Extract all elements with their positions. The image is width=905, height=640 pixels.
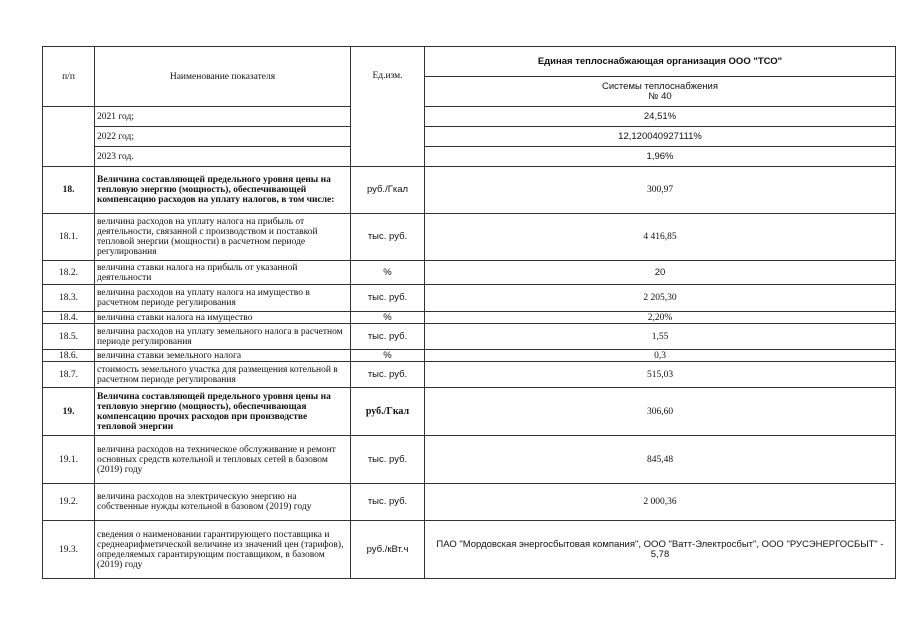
row-value: ПАО "Мордовская энергосбытовая компания", ООО "Ватт-Электросбыт", ООО "РУСЭНЕРГОСБЫТ" - 5,78 (425, 521, 896, 579)
row-value: 1,55 (425, 324, 896, 350)
row-num: 18. (43, 167, 95, 214)
row-unit: руб./Гкал (351, 388, 425, 436)
table-row (43, 484, 896, 521)
row-unit: тыс. руб. (351, 362, 425, 388)
row-unit: тыс. руб. (351, 484, 425, 521)
row-unit: тыс. руб. (351, 285, 425, 312)
system-number: № 40 (648, 90, 672, 102)
table-row (43, 312, 896, 324)
row-num-empty (43, 107, 95, 167)
col-num-header: п/п (43, 47, 95, 107)
row-value: 845,48 (425, 436, 896, 484)
row-name: 2022 год; (95, 127, 351, 147)
row-value: 4 416,85 (425, 214, 896, 261)
row-unit: руб./Гкал (351, 167, 425, 214)
row-name: величина расходов на техническое обслуживание и ремонт основных средств котельной и тепловых сетей в базовом (2019) году (95, 436, 351, 484)
table-row (43, 350, 896, 362)
row-name: стоимость земельного участка для размещения котельной в расчетном периоде регулирования (95, 362, 351, 388)
org-header: Единая теплоснабжающая организация ООО "ТСО" (425, 47, 896, 77)
row-name: сведения о наименовании гарантирующего поставщика и среднеарифметической величине из значений цен (тарифов), определяемых гарантирующим поставщиком, в базовом (2019) году (95, 521, 351, 579)
row-value: 24,51% (425, 107, 896, 127)
col-name-header: Наименование показателя (95, 47, 351, 107)
row-num: 19.2. (43, 484, 95, 521)
system-label: Системы теплоснабжения (602, 80, 718, 92)
row-value: 0,3 (425, 350, 896, 362)
table-row (43, 261, 896, 285)
row-unit: тыс. руб. (351, 436, 425, 484)
row-num: 19.3. (43, 521, 95, 579)
row-unit: тыс. руб. (351, 214, 425, 261)
row-num: 18.5. (43, 324, 95, 350)
table-row (43, 127, 896, 147)
row-num: 19. (43, 388, 95, 436)
table-row (43, 388, 896, 436)
row-name: величина ставки налога на имущество (95, 312, 351, 324)
row-name: величина ставки налога на прибыль от указанной деятельности (95, 261, 351, 285)
row-unit: руб./кВт.ч (351, 521, 425, 579)
table-row (43, 436, 896, 484)
row-name: 2021 год; (95, 107, 351, 127)
table-row (43, 214, 896, 261)
table-row (43, 107, 896, 127)
table-row (43, 167, 896, 214)
col-unit-header: Ед.изм. (351, 47, 425, 167)
row-value: 1,96% (425, 147, 896, 167)
header-row (43, 47, 896, 77)
row-value: 515,03 (425, 362, 896, 388)
row-unit: % (351, 261, 425, 285)
row-num: 18.2. (43, 261, 95, 285)
row-name: величина расходов на уплату налога на имущество в расчетном периоде регулирования (95, 285, 351, 312)
row-name: Величина составляющей предельного уровня цены на тепловую энергию (мощность), обеспечивающая компенсацию прочих расходов при производстве тепловой энергии (95, 388, 351, 436)
row-value: 2,20% (425, 312, 896, 324)
row-unit: тыс. руб. (351, 324, 425, 350)
row-value: 20 (425, 261, 896, 285)
system-header (425, 77, 896, 107)
table-row (43, 521, 896, 579)
row-unit: % (351, 312, 425, 324)
table-row (43, 362, 896, 388)
row-num: 18.7. (43, 362, 95, 388)
row-name: 2023 год. (95, 147, 351, 167)
row-num: 18.3. (43, 285, 95, 312)
table-row (43, 324, 896, 350)
row-name: величина расходов на уплату земельного налога в расчетном периоде регулирования (95, 324, 351, 350)
row-num: 18.6. (43, 350, 95, 362)
table-row (43, 147, 896, 167)
row-name: Величина составляющей предельного уровня цены на тепловую энергию (мощность), обеспечивающей компенсацию расходов на уплату налогов, в том числе: (95, 167, 351, 214)
row-value: 2 205,30 (425, 285, 896, 312)
row-name: величина расходов на электрическую энергию на собственные нужды котельной в базовом (2019) году (95, 484, 351, 521)
row-value: 300,97 (425, 167, 896, 214)
row-name: величина ставки земельного налога (95, 350, 351, 362)
row-num: 18.4. (43, 312, 95, 324)
row-num: 19.1. (43, 436, 95, 484)
row-unit: % (351, 350, 425, 362)
row-value: 2 000,36 (425, 484, 896, 521)
row-value: 306,60 (425, 388, 896, 436)
row-name: величина расходов на уплату налога на прибыль от деятельности, связанной с производством и поставкой тепловой энергии (мощности) в расчетном периоде регулирования (95, 214, 351, 261)
row-num: 18.1. (43, 214, 95, 261)
row-value: 12,120040927111% (425, 127, 896, 147)
table-row (43, 285, 896, 312)
tariff-table (42, 46, 896, 579)
